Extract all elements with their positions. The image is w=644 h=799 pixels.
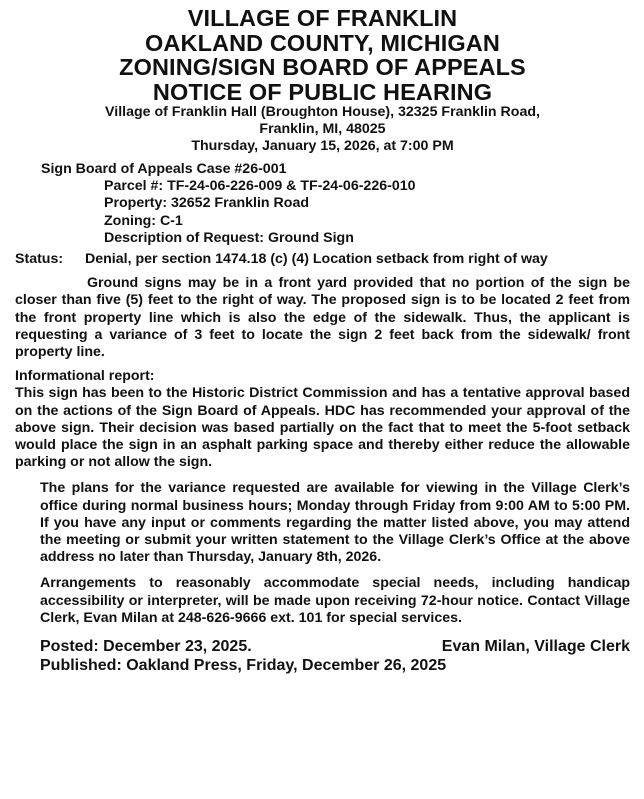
clerk-signature: Evan Milan, Village Clerk — [441, 638, 630, 656]
location-city: Franklin, MI, 48025 — [259, 121, 386, 137]
notice-footer — [40, 637, 630, 656]
notice-header — [15, 6, 630, 104]
case-heading: Sign Board of Appeals Case #26-001 — [41, 161, 287, 177]
hearing-location — [15, 104, 630, 155]
title-county: OAKLAND COUNTY, MICHIGAN — [145, 29, 500, 56]
plans-paragraph: The plans for the variance requested are available for viewing in the Village Clerk’s office during normal business hours; Monday through Friday from 9:00 AM to 5:00 PM. If you have any input or comments regarding the matter listed above, you may attend the meeting or submit your written statement to the Village Clerk’s Office at the above address no later than Thursday, January 8th, 2026. — [40, 480, 630, 566]
posted-date: Posted: December 23, 2025. — [40, 638, 252, 656]
setback-paragraph: Ground signs may be in a front yard provided that no portion of the sign be closer than five (5) feet to the right of way. The proposed sign is to be located 2 feet from the front property line which is also the edge of the sidewalk. Thus, the applicant is requesting a variance of 3 feet to locate the sign 2 feet back from the sidewalk/ front property line. — [15, 275, 630, 361]
case-zoning: Zoning: C-1 — [104, 212, 183, 229]
informational-report-label: Informational report: — [15, 368, 155, 385]
case-property: Property: 32652 Franklin Road — [104, 195, 309, 212]
title-notice: NOTICE OF PUBLIC HEARING — [152, 78, 493, 105]
status-text: Denial, per section 1474.18 (c) (4) Location setback from right of way — [85, 251, 548, 268]
status-label: Status: — [15, 251, 64, 268]
case-details — [41, 161, 630, 247]
hearing-date-time: Thursday, January 15, 2026, at 7:00 PM — [191, 138, 454, 154]
title-village: VILLAGE OF FRANKLIN — [187, 5, 458, 31]
published-info: Published: Oakland Press, Friday, December 26, 2025 — [40, 657, 447, 675]
informational-report-text: This sign has been to the Historic District Commission and has a tentative approval based on the actions of the Sign Board of Appeals. HDC has recommended your approval of the above sign. Their decision was based partially on the fact that to meet the 5-foot setback would place the sign in an asphalt parking space and thereby either reduce the allowable parking or not allow the sign. — [15, 385, 630, 471]
case-description: Description of Request: Ground Sign — [104, 229, 354, 246]
accommodations-paragraph: Arrangements to reasonably accommodate special needs, including handicap accessibility or interpreter, will be made upon receiving 72-hour notice. Contact Village Clerk, Evan Milan at 248-626-9666 ext. 101 for special services. — [40, 575, 630, 626]
case-status — [15, 251, 630, 268]
location-address: Village of Franklin Hall (Broughton House), 32325 Franklin Road, — [105, 104, 540, 120]
case-parcel: Parcel #: TF-24-06-226-009 & TF-24-06-226-010 — [104, 178, 416, 195]
title-board: ZONING/SIGN BOARD OF APPEALS — [119, 54, 526, 80]
